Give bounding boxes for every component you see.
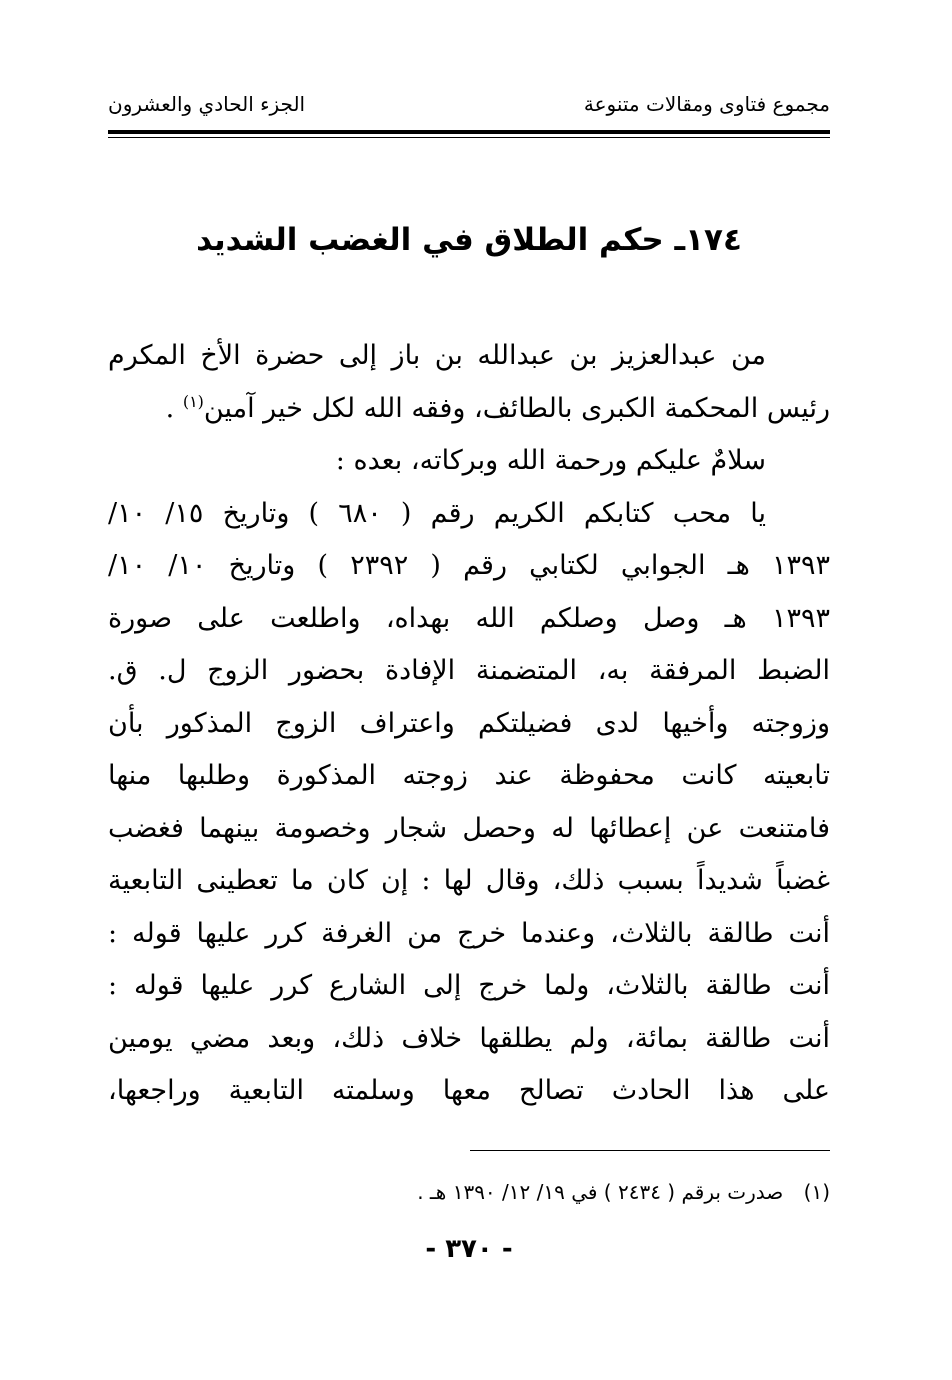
body-line: فامتنعت عن إعطائها له وحصل شجار وخصومة بينهما فغضب	[108, 812, 830, 844]
body-line: غضباً شديداً بسبب ذلك، وقال لها : إن كان ما تعطينى التابعية	[108, 865, 830, 896]
body-line: سلامٌ عليكم ورحمة الله وبركاته، بعده :	[335, 445, 766, 476]
page-number: - ٣٧٠ -	[425, 1234, 513, 1264]
body-line-text: رئيس المحكمة الكبرى بالطائف، وفقه الله لكل خير آمين	[203, 392, 830, 424]
volume-label: الجزء الحادي والعشرون	[108, 92, 306, 116]
body-line: وزوجته وأخيها لدى فضيلتكم واعتراف الزوج المذكور بأن	[108, 707, 830, 739]
running-header	[108, 92, 830, 128]
body-text	[108, 330, 830, 1118]
body-line: تابعيته كانت محفوظة عند زوجته المذكورة وطلبها منها	[108, 760, 830, 791]
body-line: أنت طالقة بالثلاث، وعندما خرج من الغرفة كرر عليها قوله :	[108, 917, 830, 949]
body-line: الضبط المرفقة به، المتضمنة الإفادة بحضور الزوج ل. ق.	[108, 655, 830, 686]
footnote-text: صدرت برقم ( ٢٤٣٤ ) في ١٩/ ١٢/ ١٣٩٠ هـ .	[417, 1180, 784, 1204]
body-line: يا محب كتابكم الكريم رقم ( ٦٨٠ ) وتاريخ ١٥/ ١٠/	[108, 497, 767, 529]
footnote-number: (١)	[803, 1180, 830, 1204]
body-line: ١٣٩٣ هـ الجوابي لكتابي رقم ( ٢٣٩٢ ) وتاريخ ١٠/ ١٠/	[108, 550, 830, 581]
header-rule-thin	[108, 137, 830, 138]
body-line: من عبدالعزيز بن عبدالله بن باز إلى حضرة الأخ المكرم	[108, 340, 766, 371]
footnote	[108, 1180, 830, 1204]
body-line: على هذا الحادث تصالح معها وسلمته التابعية وراجعها،	[108, 1075, 830, 1106]
body-line	[108, 383, 830, 436]
footnote-ref: (١)	[182, 391, 204, 411]
body-line: ١٣٩٣ هـ وصل وصلكم الله بهداه، واطلعت على صورة	[108, 602, 830, 634]
footnote-rule	[470, 1150, 830, 1151]
body-line-tail: .	[165, 392, 175, 424]
body-line: أنت طالقة بالثلاث، ولما خرج إلى الشارع كرر عليها قوله :	[108, 970, 830, 1001]
section-title: ١٧٤ـ حكم الطلاق في الغضب الشديد	[196, 222, 742, 258]
header-rule-thick	[108, 130, 830, 134]
book-title: مجموع فتاوى ومقالات متنوعة	[583, 92, 830, 116]
body-line: أنت طالقة بمائة، ولم يطلقها خلاف ذلك، وبعد مضي يومين	[108, 1022, 830, 1054]
